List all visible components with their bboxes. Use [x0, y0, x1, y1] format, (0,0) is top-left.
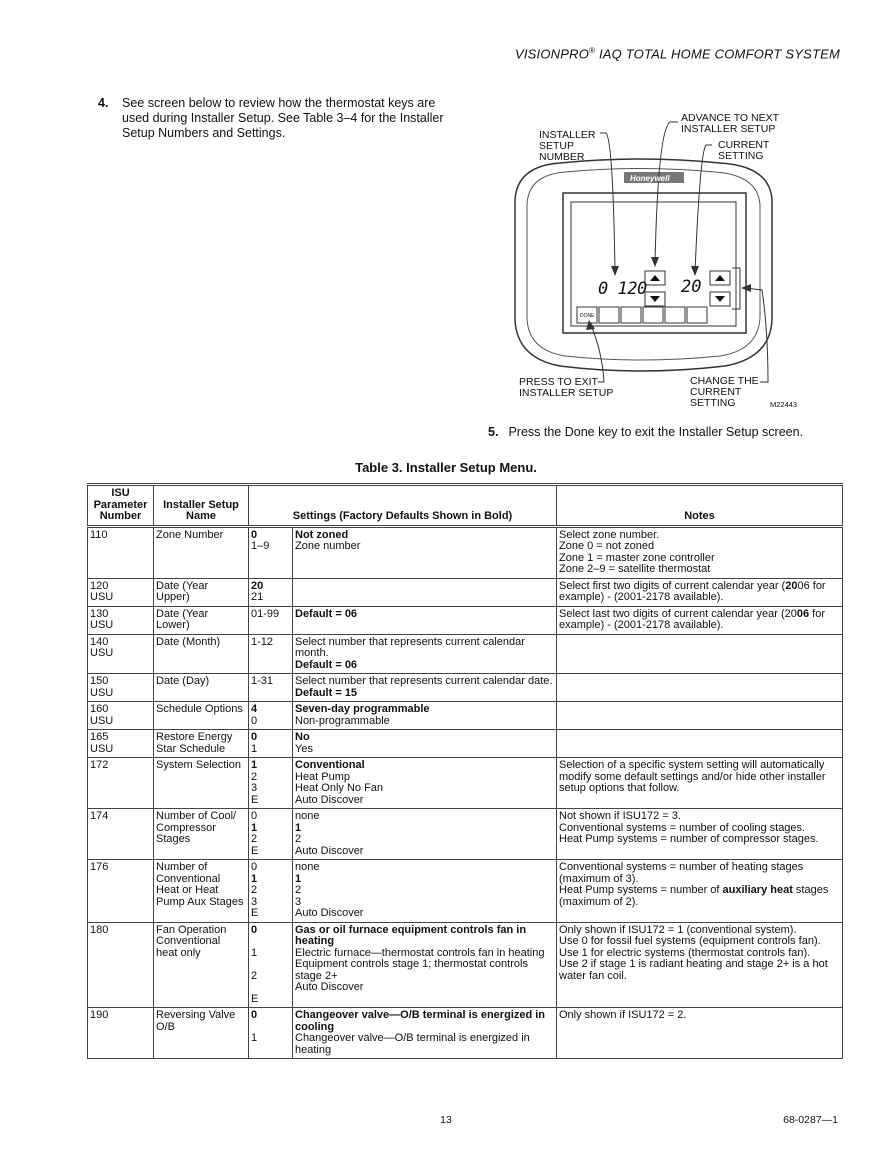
setup-down-button: [645, 292, 665, 306]
cell-setup-name: Reversing Valve O/B: [154, 1008, 249, 1059]
cell-setup-name: Schedule Options: [154, 702, 249, 730]
installer-setup-table: [87, 483, 843, 1059]
cell-isu-number: 174: [88, 809, 154, 860]
table-row: [88, 606, 843, 634]
cell-settings: [293, 578, 557, 606]
soft-key-3: [621, 307, 641, 323]
cell-settings: Conventional Heat Pump Heat Only No Fan Auto Discover: [293, 758, 557, 809]
table-row: [88, 526, 843, 578]
cell-setting-codes: 1 2 3 E: [249, 758, 293, 809]
cell-isu-number: 120 USU: [88, 578, 154, 606]
cell-isu-number: 140 USU: [88, 634, 154, 674]
step-4-number: 4.: [98, 96, 109, 110]
cell-notes: [557, 674, 843, 702]
cell-isu-number: 176: [88, 860, 154, 923]
col-header-isu: ISU Parameter Number: [88, 485, 154, 527]
header-title-rest: IAQ TOTAL HOME COMFORT SYSTEM: [595, 46, 840, 62]
arrow-current: [691, 266, 699, 276]
cell-setting-codes: 0 1 2 E: [249, 922, 293, 1008]
figure-id: M22443: [770, 400, 798, 409]
step-5-text: Press the Done key to exit the Installer Setup screen.: [508, 425, 804, 439]
arrow-advance: [651, 257, 659, 267]
soft-key-2: [599, 307, 619, 323]
cell-setting-codes: 4 0: [249, 702, 293, 730]
cell-settings: No Yes: [293, 730, 557, 758]
display-current-setting: 20: [681, 277, 702, 297]
cell-notes: [557, 634, 843, 674]
label-change-setting: CHANGE THE CURRENT SETTING: [690, 375, 759, 409]
cell-notes: Select last two digits of current calendar year (2006 for example) - (2001-2178 available).: [557, 606, 843, 634]
cell-isu-number: 180: [88, 922, 154, 1008]
cell-settings: Default = 06: [293, 606, 557, 634]
cell-setup-name: Number of Cool/ Compressor Stages: [154, 809, 249, 860]
table-row: [88, 1008, 843, 1059]
cell-settings: Not zoned Zone number: [293, 526, 557, 578]
cell-settings: none 1 2 3 Auto Discover: [293, 860, 557, 923]
table-row: [88, 674, 843, 702]
col-header-notes: Notes: [557, 485, 843, 527]
cell-setting-codes: 01-99: [249, 606, 293, 634]
col-header-settings: Settings (Factory Defaults Shown in Bold): [249, 485, 557, 527]
cell-notes: [557, 730, 843, 758]
cell-notes: Conventional systems = number of heating stages (maximum of 3). Heat Pump systems = number of auxiliary heat stages (maximum of 2).: [557, 860, 843, 923]
done-key-label: DONE: [580, 313, 595, 319]
cell-setup-name: Number of Conventional Heat or Heat Pump Aux Stages: [154, 860, 249, 923]
thermostat-diagram: [0, 0, 892, 440]
leader-current: [695, 145, 712, 272]
cell-setup-name: Fan Operation Conventional heat only: [154, 922, 249, 1008]
table-row: [88, 860, 843, 923]
cell-setting-codes: 0 1: [249, 730, 293, 758]
registered-mark: ®: [589, 46, 596, 55]
cell-setup-name: System Selection: [154, 758, 249, 809]
cell-setting-codes: 0 1 2 3 E: [249, 860, 293, 923]
setup-up-button: [645, 271, 665, 285]
label-advance: ADVANCE TO NEXT INSTALLER SETUP: [681, 112, 779, 135]
cell-notes: Only shown if ISU172 = 2.: [557, 1008, 843, 1059]
cell-isu-number: 190: [88, 1008, 154, 1059]
table-row: [88, 578, 843, 606]
cell-settings: none 1 2 Auto Discover: [293, 809, 557, 860]
cell-isu-number: 165 USU: [88, 730, 154, 758]
cell-isu-number: 172: [88, 758, 154, 809]
cell-setting-codes: 0 1–9: [249, 526, 293, 578]
cell-notes: Select first two digits of current calendar year (2006 for example) - (2001-2178 available).: [557, 578, 843, 606]
soft-key-4: [643, 307, 663, 323]
display-setup-number: 0 120: [598, 279, 647, 299]
table-body: [88, 526, 843, 1059]
cell-setup-name: Zone Number: [154, 526, 249, 578]
table-row: [88, 758, 843, 809]
cell-notes: Select zone number. Zone 0 = not zoned Zone 1 = master zone controller Zone 2–9 = satellite thermostat: [557, 526, 843, 578]
leader-change: [745, 288, 768, 382]
cell-settings: Seven-day programmable Non-programmable: [293, 702, 557, 730]
cell-setup-name: Date (Year Upper): [154, 578, 249, 606]
cell-isu-number: 130 USU: [88, 606, 154, 634]
cell-settings: Select number that represents current calendar date. Default = 15: [293, 674, 557, 702]
cell-isu-number: 160 USU: [88, 702, 154, 730]
label-press-to-exit: PRESS TO EXIT INSTALLER SETUP: [519, 376, 614, 399]
soft-key-6: [687, 307, 707, 323]
cell-setting-codes: 1-31: [249, 674, 293, 702]
step-5-number: 5.: [488, 425, 499, 439]
cell-notes: Not shown if ISU172 = 3. Conventional systems = number of cooling stages. Heat Pump systems = number of compressor stages.: [557, 809, 843, 860]
table-row: [88, 702, 843, 730]
thermostat-inner-edge: [527, 169, 760, 361]
cell-settings: Gas or oil furnace equipment controls fan in heating Electric furnace—thermostat controls fan in heating Equipment controls stage 1; thermostat controls stage 2+ Auto Discover: [293, 922, 557, 1008]
table-row: [88, 809, 843, 860]
setting-down-button: [710, 292, 730, 306]
cell-setup-name: Date (Day): [154, 674, 249, 702]
cell-notes: Selection of a specific system setting will automatically modify some default settings and/or hide other installer setup options that follow.: [557, 758, 843, 809]
cell-setting-codes: 0 1: [249, 1008, 293, 1059]
soft-key-5: [665, 307, 685, 323]
cell-setting-codes: 1-12: [249, 634, 293, 674]
header-brand: VISIONPRO: [515, 46, 590, 62]
cell-setup-name: Date (Year Lower): [154, 606, 249, 634]
col-header-name: Installer Setup Name: [154, 485, 249, 527]
cell-settings: Changeover valve—O/B terminal is energized in cooling Changeover valve—O/B terminal is energized in heating: [293, 1008, 557, 1059]
cell-settings: Select number that represents current calendar month. Default = 06: [293, 634, 557, 674]
step-4-text: See screen below to review how the thermostat keys are used during Installer Setup. See Table 3–4 for the Installer Setup Numbers and Settings.: [122, 96, 444, 140]
document-number: 68-0287—1: [783, 1114, 838, 1126]
leader-exit: [590, 323, 604, 382]
table-row: [88, 922, 843, 1008]
table-header-row: [88, 485, 843, 527]
cell-isu-number: 150 USU: [88, 674, 154, 702]
cell-setup-name: Restore Energy Star Schedule: [154, 730, 249, 758]
label-current-setting: CURRENT SETTING: [718, 139, 770, 162]
cell-notes: [557, 702, 843, 730]
label-installer-setup-number: INSTALLER SETUP NUMBER: [539, 129, 596, 163]
table-caption: Table 3. Installer Setup Menu.: [355, 460, 537, 475]
cell-setup-name: Date (Month): [154, 634, 249, 674]
cell-notes: Only shown if ISU172 = 1 (conventional system). Use 0 for fossil fuel systems (equipment controls fan). Use 1 for electric systems (thermostat controls fan). Use 2 if stage 1 is radiant heating and stage 2+ is a hot water fan coil.: [557, 922, 843, 1008]
table-row: [88, 634, 843, 674]
cell-setting-codes: 0 1 2 E: [249, 809, 293, 860]
table-row: [88, 730, 843, 758]
step-5: [488, 425, 803, 439]
thermostat-body: [515, 159, 772, 371]
setting-up-button: [710, 271, 730, 285]
cell-setting-codes: 20 21: [249, 578, 293, 606]
arrow-isu-number: [611, 266, 619, 276]
brand-logo: Honeywell: [630, 174, 670, 183]
page-number: 13: [440, 1114, 452, 1126]
cell-isu-number: 110: [88, 526, 154, 578]
